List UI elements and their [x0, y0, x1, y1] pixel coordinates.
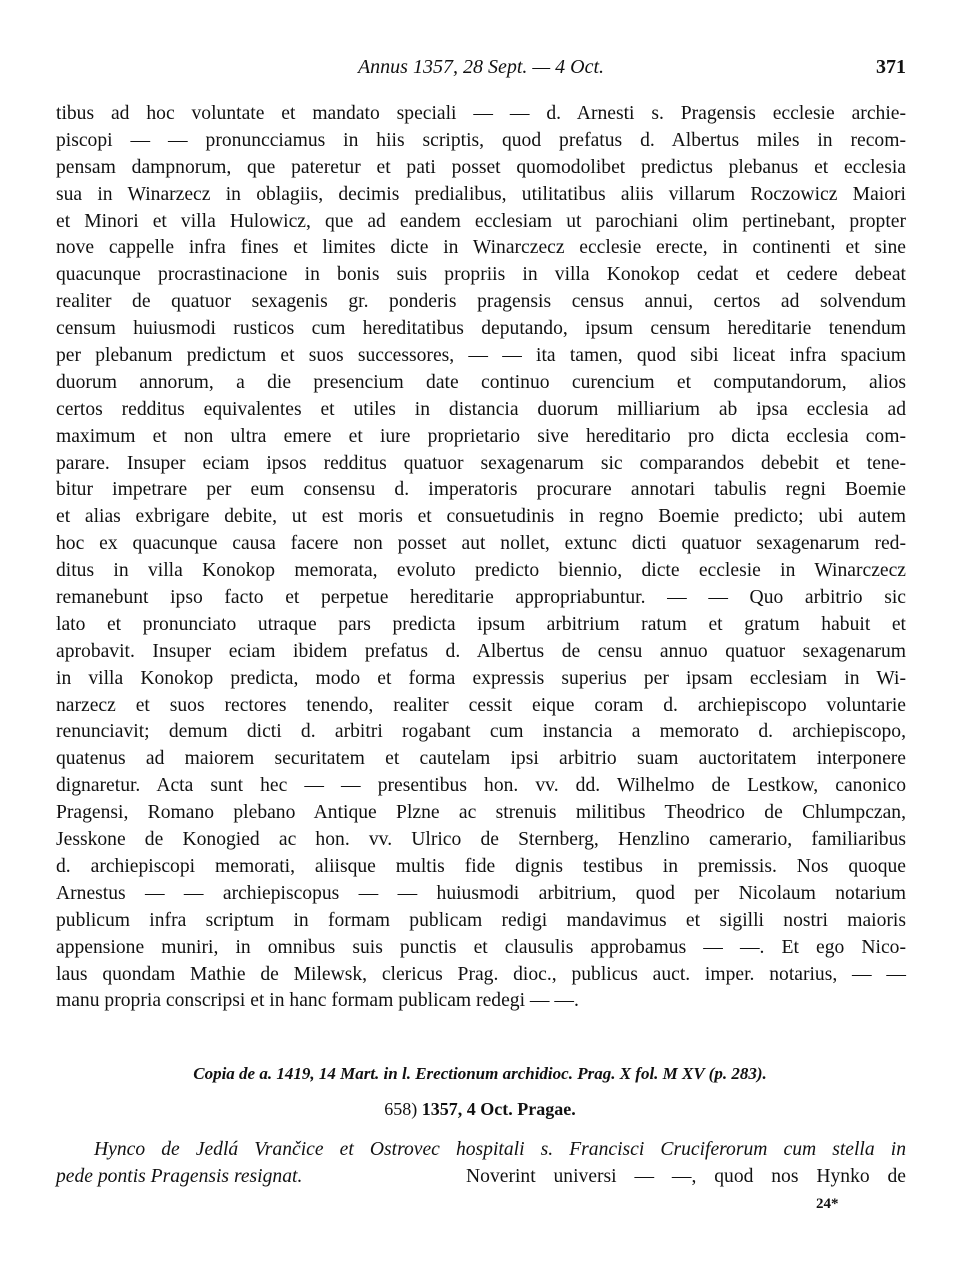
document-text-start: Noverint universi — —, quod nos Hynko de	[466, 1166, 906, 1187]
text-line: et alias exbrigare debite, ut est moris et consuetudinis in regno Boemie predicto; ubi autem	[56, 506, 906, 528]
text-line: in villa Konokop predicta, modo et forma expressis superius per ipsam ecclesiam in Wi-	[56, 667, 906, 689]
text-line: sua in Winarzecz in oblagiis, decimis predialibus, utilitatibus aliis villarum Roczowicz Maiori	[56, 183, 906, 205]
document-date-place: 1357, 4 Oct. Pragae.	[421, 1099, 576, 1119]
text-line: Pragensi, Romano plebano Antique Plzne ac strenuis militibus Theodrico de Chlumpczan,	[56, 802, 906, 824]
text-line: realiter de quatuor sexagenis gr. ponderis pragensis census annui, certos ad solvendum	[56, 291, 906, 313]
text-line: censum huiusmodi rusticos cum hereditatibus deputando, ipsum censum hereditarie tenendum	[56, 318, 906, 340]
text-line: publicum infra scriptum in formam publicam redigi mandavimus et sigilli nostri maioris	[56, 909, 906, 931]
text-line: per plebanum predictum et suos successores, — — ita tamen, quod sibi liceat infra spacium	[56, 345, 906, 367]
text-line: maximum et non ultra emere et iure proprietario sive hereditario pro dicta ecclesia com-	[56, 425, 906, 447]
signature-mark: 24*	[816, 1196, 839, 1212]
text-line: quacunque procrastinacione in bonis suis propriis in villa Konokop cedat et cedere debeat	[56, 264, 906, 286]
text-line: lato et pronunciato utraque pars predicta ipsum arbitrium ratum et gratum habuit et	[56, 613, 906, 635]
regest-line	[56, 1163, 906, 1190]
text-line: Arnestus — — archiepiscopus — — huiusmodi arbitrium, quod per Nicolaum notarium	[56, 882, 906, 904]
document-heading	[0, 1099, 960, 1120]
main-text	[56, 101, 906, 1015]
text-line: Jesskone de Konogied ac hon. vv. Ulrico de Sternberg, Henzlino camerario, familiaribus	[56, 829, 906, 851]
text-line: piscopi — — pronuncciamus in hiis scriptis, quod prefatus d. Albertus miles in recom-	[56, 129, 906, 151]
text-line: bitur impetrare per eum consensu d. imperatoris procurare annotari tabulis regni Boemie	[56, 479, 906, 501]
running-title: Annus 1357, 28 Sept. — 4 Oct.	[357, 56, 605, 78]
text-line: laus quondam Mathie de Milewsk, clericus Prag. dioc., publicus auct. imper. notarius, — —	[56, 963, 906, 985]
text-line: hoc ex quacunque causa facere non posset aut nollet, extunc dicti quatuor sexagenarum red-	[56, 533, 906, 555]
text-line: certos redditus equivalentes et utiles in distancia duorum milliarium ab ipsa ecclesia ad	[56, 398, 906, 420]
text-line: tibus ad hoc voluntate et mandato speciali — — d. Arnesti s. Pragensis ecclesie archie-	[56, 103, 906, 124]
text-line: renunciavit; demum dicti d. arbitri rogabant cum instancia a memorato d. archiepiscopo,	[56, 721, 906, 743]
text-line: et Minori et villa Hulowicz, que ad eandem ecclesiam ut parochiani olim pertinebant, propter	[56, 210, 906, 232]
text-line: manu propria conscripsi et in hanc formam publicam redegi — —.	[56, 990, 579, 1012]
regest-line-end: pede pontis Pragensis resignat.	[56, 1166, 303, 1187]
text-line: narzecz et suos rectores tenendo, realiter cessit eique coram d. archiepiscopo voluntarie	[56, 694, 906, 716]
text-line: dignaretur. Acta sunt hec — — presentibus hon. vv. dd. Wilhelmo de Lestkow, canonico	[56, 775, 906, 797]
text-line: pensam dampnorum, que pateretur et pati posset quomodolibet predictus plebanus et ecclesia	[56, 156, 906, 178]
page-number: 371	[876, 56, 906, 78]
text-line: duorum annorum, a die presencium date continuo curencium et computandorum, alios	[56, 371, 906, 393]
text-line: d. archiepiscopi memorati, aliisque multis fide dignis testibus in premissis. Nos quoque	[56, 855, 906, 877]
text-line: aprobavit. Insuper eciam ibidem prefatus d. Albertus de censu annuo quatuor sexagenarum	[56, 640, 906, 662]
text-line: ditus in villa Konokop memorata, evoluto predicto biennio, dicte ecclesie in Winarczecz	[56, 560, 906, 582]
text-line: quatenus ad maiorem securitatem et cautelam ipsi arbitrio suam auctoritatem interponere	[56, 748, 906, 770]
text-line: parare. Insuper eciam ipsos redditus quatuor sexagenarum sic comparandos debebit et tene-	[56, 452, 906, 474]
document-number: 658)	[384, 1099, 418, 1119]
source-note: Copia de a. 1419, 14 Mart. in l. Erectionum archidioc. Prag. X fol. M XV (p. 283).	[193, 1064, 767, 1083]
text-line: nove cappelle infra fines et limites dicte in Winarczecz ecclesie erecte, in continenti et sine	[56, 237, 906, 259]
regest-line: Hynco de Jedlá Vrančice et Ostrovec hospitali s. Francisci Cruciferorum cum stella in	[94, 1139, 906, 1160]
text-line: appensione muniri, in omnibus suis punctis et clausulis approbamus — —. Et ego Nico-	[56, 936, 906, 958]
text-line: remanebunt ipso facto et perpetue hereditarie appropriabuntur. — — Quo arbitrio sic	[56, 587, 906, 609]
page-header	[56, 56, 906, 86]
regest	[56, 1136, 906, 1190]
